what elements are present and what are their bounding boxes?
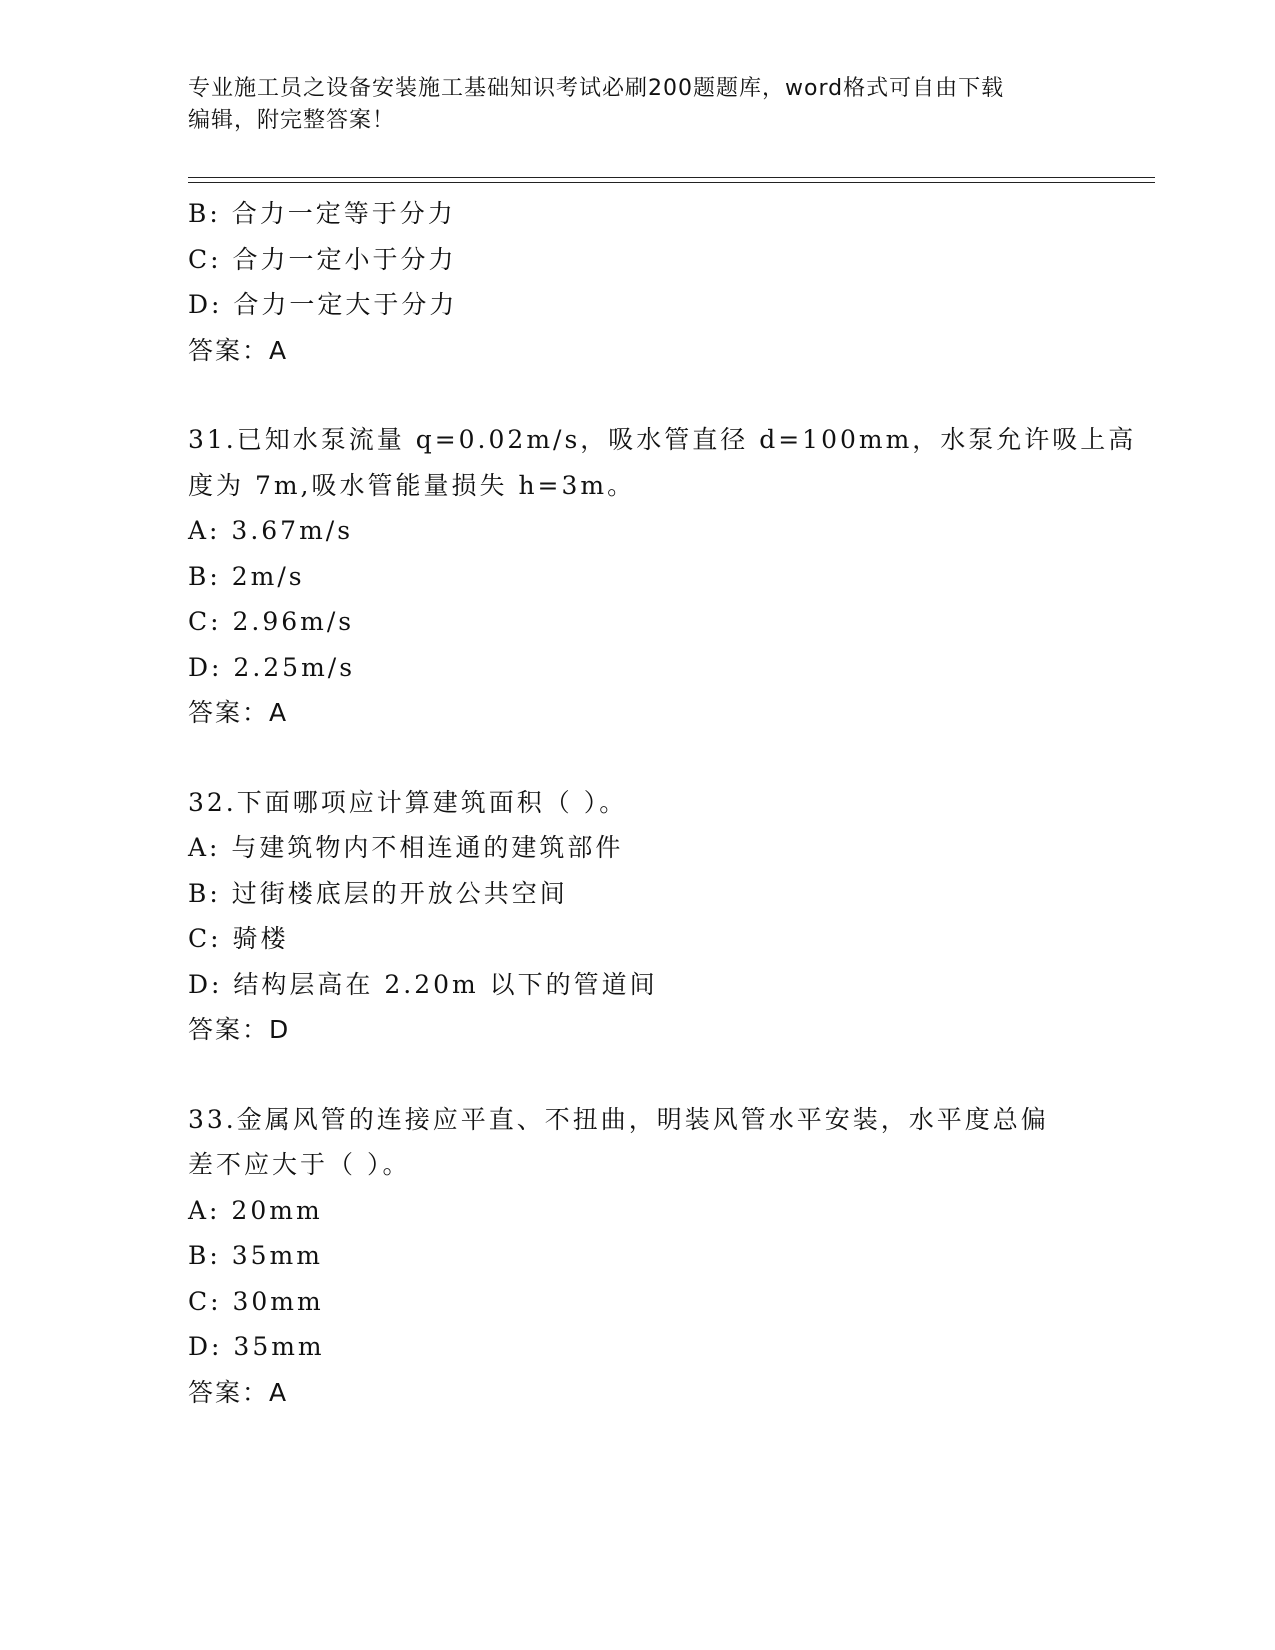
option-a: A: 与建筑物内不相连通的建筑部件 [188, 833, 624, 862]
header-divider-top [188, 177, 1155, 178]
option-a: A: 20mm [188, 1195, 323, 1225]
answer-line: 答案：D [188, 1015, 291, 1044]
answer-line: 答案：A [188, 1377, 289, 1407]
option-a: A: 3.67m/s [188, 516, 354, 545]
option-c: C: 2.96m/s [188, 607, 355, 636]
question-31 [188, 417, 1137, 736]
header-title-line-2: 编辑，附完整答案！ [188, 108, 396, 133]
spacer [188, 736, 1088, 780]
question-list [188, 191, 1137, 1415]
option-b: B: 35mm [188, 1241, 323, 1270]
option-c: C: 合力一定小于分力 [188, 244, 457, 274]
option-b: B: 过街楼底层的开放公共空间 [188, 878, 568, 908]
option-c: C: 30mm [188, 1286, 324, 1316]
question-32 [188, 780, 1088, 1053]
spacer [188, 1053, 1088, 1097]
option-d: D: 合力一定大于分力 [188, 290, 458, 319]
header-divider-bottom [188, 182, 1155, 183]
question-stem-line: 32.下面哪项应计算建筑面积（ ）。 [188, 787, 628, 817]
question-30-continued [188, 191, 1088, 373]
answer-line: 答案：A [188, 335, 289, 365]
question-stem-line: 差不应大于（ ）。 [188, 1150, 411, 1179]
question-stem-line: 度为 7m,吸水管能量损失 h=3m。 [188, 470, 636, 500]
question-stem-line: 31.已知水泵流量 q=0.02m/s，吸水管直径 d=100mm，水泵允许吸上高 [188, 425, 1137, 454]
document-header [188, 73, 1088, 137]
option-d: D: 结构层高在 2.20m 以下的管道间 [188, 969, 658, 999]
option-d: D: 35mm [188, 1332, 325, 1361]
header-title-line-1: 专业施工员之设备安装施工基础知识考试必刷200题题库，word格式可自由下载 [188, 76, 1005, 101]
question-stem-line: 33.金属风管的连接应平直、不扭曲，明装风管水平安装，水平度总偏 [188, 1104, 1049, 1134]
option-d: D: 2.25m/s [188, 652, 356, 682]
answer-line: 答案：A [188, 698, 289, 727]
option-b: B: 合力一定等于分力 [188, 199, 456, 228]
spacer [188, 373, 1088, 417]
option-b: B: 2m/s [188, 561, 305, 591]
question-33 [188, 1097, 1088, 1416]
option-c: C: 骑楼 [188, 924, 289, 953]
